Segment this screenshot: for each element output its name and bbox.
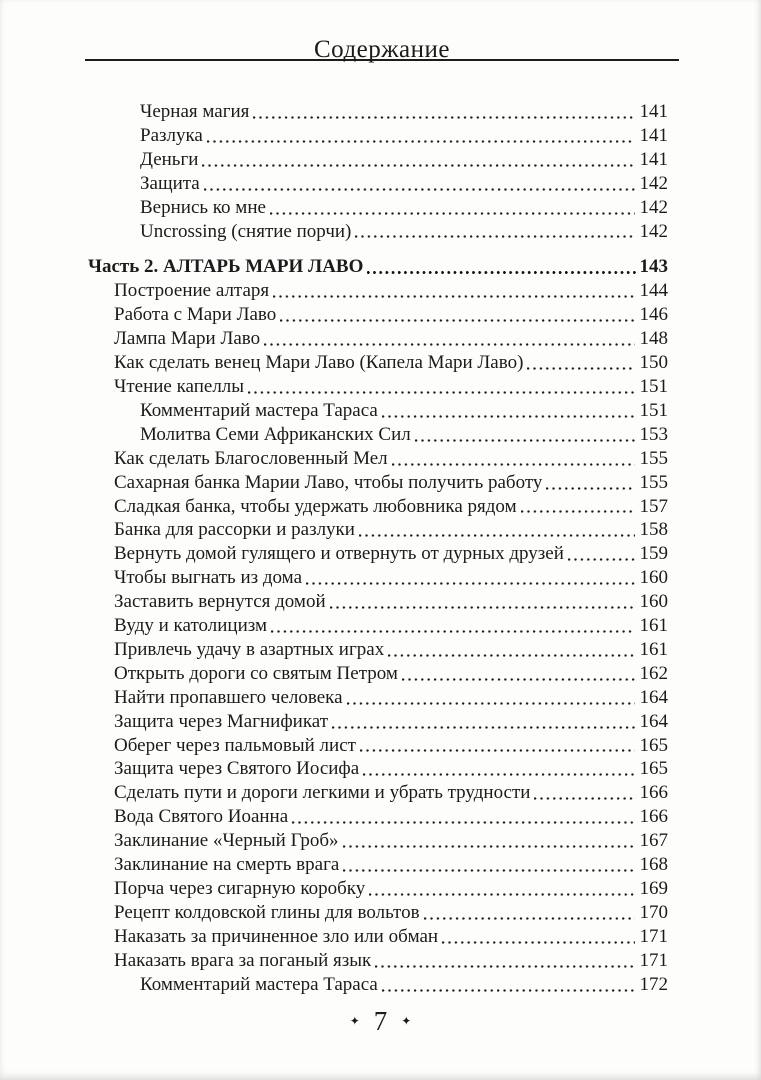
toc-row — [88, 351, 668, 375]
toc-row — [88, 327, 668, 351]
toc-entry-page-number: 155 — [639, 447, 668, 469]
toc-entry-page-number: 151 — [639, 375, 668, 397]
toc-row — [88, 566, 668, 590]
toc-entry-title: Работа с Мари Лаво — [114, 304, 277, 326]
toc-entry-page-number: 151 — [639, 399, 668, 421]
toc-entry-title: Защита через Магнификат — [114, 710, 329, 732]
table-of-contents — [88, 100, 668, 997]
toc-entry-page-number: 166 — [639, 806, 668, 828]
toc-row — [88, 255, 668, 279]
toc-row — [88, 805, 668, 829]
toc-row — [88, 542, 668, 566]
dot-leader — [367, 271, 638, 274]
toc-row — [88, 196, 668, 220]
toc-entry-page-number: 171 — [639, 949, 668, 971]
toc-entry-title: Построение алтаря — [114, 280, 270, 302]
dot-leader — [534, 797, 634, 800]
toc-entry-page-number: 167 — [639, 830, 668, 852]
toc-entry-title: Вуду и католицизм — [114, 615, 267, 637]
toc-row — [88, 220, 668, 244]
dot-leader — [382, 415, 635, 418]
toc-entry-page-number: 164 — [639, 686, 668, 708]
dot-leader — [527, 367, 634, 370]
toc-row — [88, 148, 668, 172]
toc-row — [88, 686, 668, 710]
toc-entry-title: Сделать пути и дороги легкими и убрать трудности — [114, 782, 531, 804]
toc-entry-page-number: 164 — [639, 710, 668, 732]
toc-row — [88, 877, 668, 901]
dot-leader — [264, 343, 634, 346]
dot-leader — [207, 140, 635, 143]
toc-row — [88, 399, 668, 423]
toc-row — [88, 303, 668, 327]
toc-entry-title: Сахарная банка Марии Лаво, чтобы получить работу — [114, 471, 543, 493]
toc-row — [88, 949, 668, 973]
toc-entry-title: Как сделать Благословенный Мел — [114, 447, 388, 469]
toc-entry-page-number: 146 — [639, 304, 668, 326]
toc-entry-page-number: 169 — [639, 878, 668, 899]
toc-entry-page-number: 143 — [639, 256, 668, 278]
toc-entry-page-number: 161 — [639, 638, 668, 660]
dot-leader — [355, 235, 634, 238]
toc-row — [88, 495, 668, 519]
toc-entry-page-number: 171 — [639, 925, 668, 947]
toc-entry-page-number: 158 — [639, 519, 668, 541]
toc-row — [88, 375, 668, 399]
toc-entry-page-number: 161 — [639, 615, 668, 637]
dot-leader — [442, 941, 634, 944]
toc-entry-page-number: 142 — [639, 220, 668, 242]
toc-entry-page-number: 165 — [639, 734, 668, 756]
dot-leader — [306, 582, 635, 585]
toc-row — [88, 757, 668, 781]
dot-leader — [424, 917, 635, 920]
toc-entry-title: Деньги — [140, 148, 199, 170]
toc-entry-title: Оберег через пальмовый лист — [114, 734, 356, 756]
toc-entry-page-number: 155 — [639, 471, 668, 493]
toc-entry-title: Uncrossing (снятие порчи) — [140, 220, 352, 242]
toc-row — [88, 710, 668, 734]
toc-entry-page-number: 153 — [639, 423, 668, 445]
footer-page-number: 7 — [373, 1006, 388, 1036]
dot-leader — [415, 439, 635, 442]
toc-row — [88, 100, 668, 124]
dot-leader — [521, 510, 635, 513]
toc-entry-page-number: 162 — [639, 662, 668, 684]
toc-entry-page-number: 170 — [639, 901, 668, 923]
toc-entry-title: Наказать врага за поганый язык — [114, 949, 372, 971]
page-footer — [0, 1006, 761, 1036]
toc-entry-title: Лампа Мари Лаво — [114, 328, 261, 350]
toc-entry-title: Привлечь удачу в азартных играх — [114, 638, 385, 660]
toc-entry-title: Часть 2. АЛТАРЬ МАРИ ЛАВО — [88, 256, 364, 278]
dot-leader — [202, 164, 634, 167]
dot-leader — [359, 534, 635, 537]
toc-row — [88, 447, 668, 471]
toc-entry-title: Сладкая банка, чтобы удержать любовника рядом — [114, 495, 517, 517]
toc-entry-page-number: 160 — [639, 591, 668, 613]
toc-entry-title: Разлука — [140, 124, 203, 146]
toc-row — [88, 662, 668, 686]
toc-row — [88, 638, 668, 662]
toc-row — [88, 279, 668, 303]
toc-entry-title: Как сделать венец Мари Лаво (Капела Мари Лаво) — [114, 352, 524, 374]
toc-entry-title: Найти пропавшего человека — [114, 686, 343, 708]
toc-entry-title: Черная магия — [140, 101, 250, 122]
toc-entry-page-number: 150 — [639, 352, 668, 374]
toc-row — [88, 423, 668, 447]
dot-leader — [375, 965, 634, 968]
footer-ornament-right-icon: ✦ — [401, 1014, 412, 1028]
toc-entry-title: Открыть дороги со святым Петром — [114, 662, 398, 684]
dot-leader — [363, 773, 634, 776]
toc-entry-page-number: 144 — [639, 280, 668, 302]
toc-entry-title: Чтение капеллы — [114, 375, 245, 397]
dot-leader — [271, 630, 635, 633]
dot-leader — [382, 989, 635, 992]
toc-row — [88, 590, 668, 614]
toc-entry-page-number: 142 — [639, 196, 668, 218]
toc-row — [88, 734, 668, 758]
toc-entry-title: Вода Святого Иоанна — [114, 806, 289, 828]
dot-leader — [568, 558, 635, 561]
toc-entry-title: Заставить вернутся домой — [114, 591, 326, 613]
dot-leader — [204, 188, 635, 191]
toc-row — [88, 781, 668, 805]
dot-leader — [369, 893, 634, 896]
toc-entry-page-number: 172 — [639, 973, 668, 995]
toc-entry-title: Банка для рассорки и разлуки — [114, 519, 355, 541]
toc-entry-page-number: 141 — [639, 148, 668, 170]
toc-entry-page-number: 148 — [639, 328, 668, 350]
dot-leader — [248, 391, 634, 394]
dot-leader — [392, 463, 635, 466]
toc-entry-title: Комментарий мастера Тараса — [140, 973, 378, 995]
toc-entry-title: Наказать за причиненное зло или обман — [114, 925, 439, 947]
toc-entry-page-number: 157 — [639, 495, 668, 517]
toc-row — [88, 518, 668, 542]
toc-row — [88, 124, 668, 148]
toc-entry-title: Чтобы выгнать из дома — [114, 567, 302, 589]
toc-row — [88, 471, 668, 495]
page-header — [85, 33, 679, 61]
toc-entry-title: Вернуть домой гулящего и отвернуть от дурных друзей — [114, 543, 564, 565]
toc-row — [88, 973, 668, 997]
page-title: Содержание — [314, 36, 450, 63]
toc-row — [88, 853, 668, 877]
toc-row — [88, 614, 668, 638]
toc-row — [88, 925, 668, 949]
dot-leader — [280, 319, 634, 322]
toc-entry-page-number: 159 — [639, 543, 668, 565]
dot-leader — [330, 606, 635, 609]
toc-entry-title: Рецепт колдовской глины для вольтов — [114, 901, 420, 923]
toc-entry-title: Комментарий мастера Тараса — [140, 399, 378, 421]
toc-entry-title: Заклинание «Черный Гроб» — [114, 830, 339, 852]
toc-entry-title: Заклинание на смерть врага — [114, 854, 340, 876]
toc-entry-page-number: 166 — [639, 782, 668, 804]
toc-entry-page-number: 142 — [639, 172, 668, 194]
toc-entry-page-number: 160 — [639, 567, 668, 589]
dot-leader — [360, 749, 635, 752]
dot-leader — [343, 845, 635, 848]
dot-leader — [343, 869, 634, 872]
toc-entry-title: Вернись ко мне — [140, 196, 266, 218]
toc-entry-title: Молитва Семи Африканских Сил — [140, 423, 411, 445]
dot-leader — [402, 678, 635, 681]
toc-entry-title: Порча через сигарную коробку — [114, 878, 366, 899]
toc-row — [88, 829, 668, 853]
toc-entry-title: Защита — [140, 172, 200, 194]
dot-leader — [347, 702, 635, 705]
toc-entry-title: Защита через Святого Иосифа — [114, 758, 360, 780]
toc-entry-page-number: 141 — [639, 101, 668, 122]
toc-row — [88, 172, 668, 196]
toc-entry-page-number: 141 — [639, 124, 668, 146]
dot-leader — [273, 295, 634, 298]
dot-leader — [270, 212, 635, 215]
dot-leader — [546, 487, 634, 490]
toc-entry-page-number: 168 — [639, 854, 668, 876]
footer-ornament-left-icon: ✦ — [349, 1014, 360, 1028]
dot-leader — [253, 116, 634, 119]
dot-leader — [332, 726, 634, 729]
dot-leader — [292, 821, 634, 824]
toc-row — [88, 901, 668, 925]
toc-entry-page-number: 165 — [639, 758, 668, 780]
dot-leader — [388, 654, 634, 657]
